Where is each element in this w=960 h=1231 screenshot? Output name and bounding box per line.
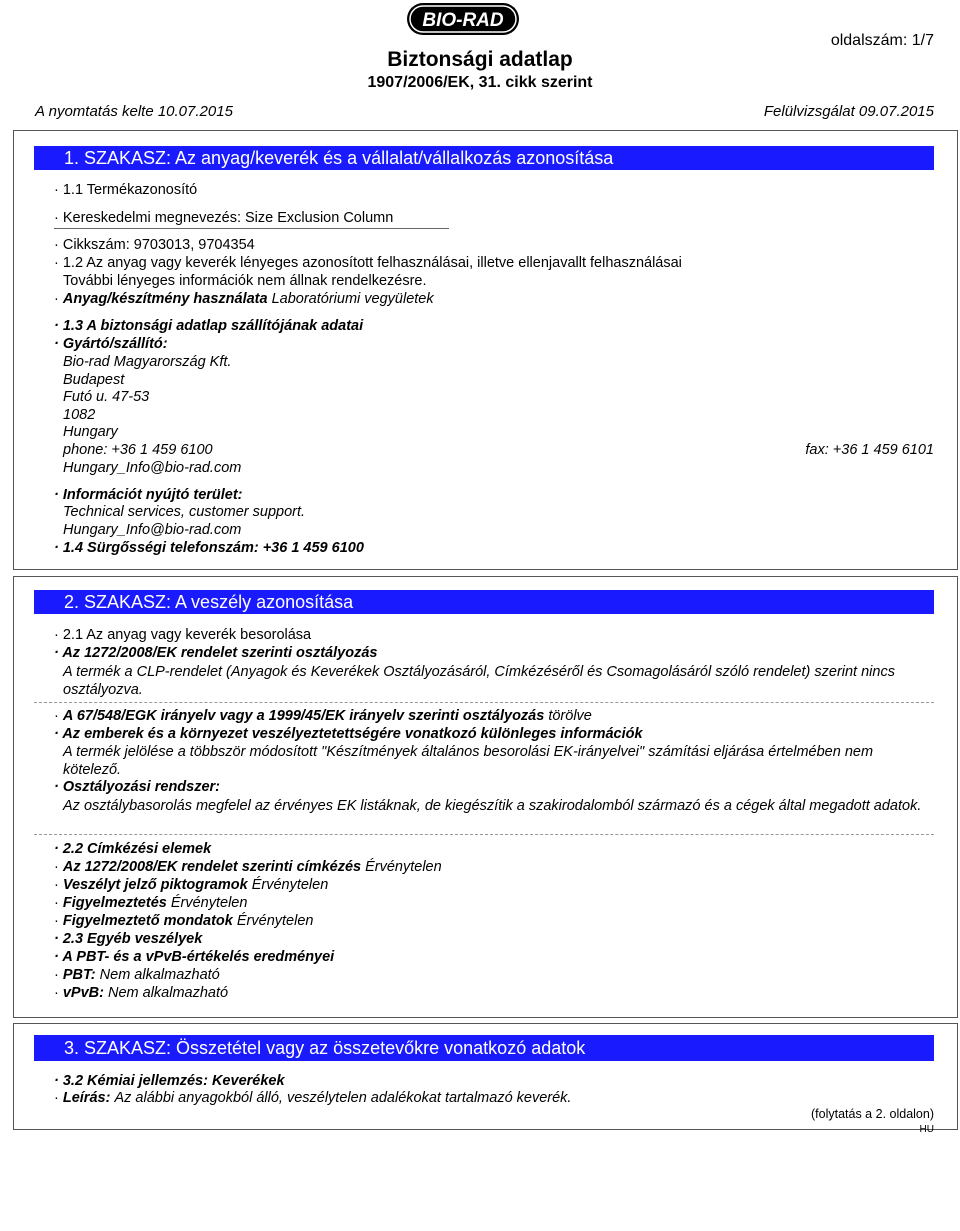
address-line-1: Bio-rad Magyarország Kft.	[63, 354, 232, 370]
info-label: · Információt nyújtó terület:	[54, 487, 243, 503]
description-line: · Leírás: Az alábbi anyagokból álló, veszélytelen adalékokat tartalmazó keverék.	[54, 1090, 572, 1106]
phone: phone: +36 1 459 6100	[63, 442, 213, 458]
email[interactable]: Hungary_Info@bio-rad.com	[63, 460, 242, 476]
s12-text: További lényeges információk nem állnak rendelkezésre.	[63, 273, 427, 289]
bio-rad-logo	[406, 2, 520, 36]
svg-text:BIO-RAD: BIO-RAD	[422, 10, 504, 31]
language-code: HU	[919, 1124, 934, 1135]
divider	[54, 228, 449, 229]
divider	[34, 702, 934, 703]
signal-line: · Figyelmeztetés Érvénytelen	[54, 895, 248, 911]
supplier-label: · Gyártó/szállító:	[54, 336, 168, 352]
section-1-heading: 1. SZAKASZ: Az anyag/keverék és a vállalat/vállalkozás azonosítása	[34, 146, 934, 170]
info-email[interactable]: Hungary_Info@bio-rad.com	[63, 522, 242, 538]
vpvb-line: · vPvB: Nem alkalmazható	[54, 985, 229, 1001]
article-line: · Cikkszám: 9703013, 9704354	[54, 237, 255, 253]
address-line-5: Hungary	[63, 424, 118, 440]
pbt-line: · PBT: Nem alkalmazható	[54, 967, 220, 983]
address-line-2: Budapest	[63, 372, 125, 388]
emergency-line: · 1.4 Sürgősségi telefonszám: +36 1 459 6100	[54, 540, 364, 556]
special-text: A termék jelölése a többször módosított "Készítmények általános besorolási EK-irányelvei" számítási eljárása értelmében nem kötelező.	[63, 744, 874, 778]
hazard-line: · Figyelmeztető mondatok Érvénytelen	[54, 913, 314, 929]
divider	[34, 834, 934, 835]
s12-line: · 1.2 Az anyag vagy keverék lényeges azonosított felhasználásai, illetve ellenjavallt felhasználásai	[54, 255, 682, 271]
s23-line: · 2.3 Egyéb veszélyek	[54, 931, 203, 947]
label-clp-line: · Az 1272/2008/EK rendelet szerinti címkézés Érvénytelen	[54, 859, 442, 875]
info-text: Technical services, customer support.	[63, 504, 306, 520]
print-date: A nyomtatás kelte 10.07.2015	[35, 103, 233, 120]
clp-label: · Az 1272/2008/EK rendelet szerinti osztályozás	[54, 645, 378, 661]
special-label: · Az emberek és a környezet veszélyeztetettségére vonatkozó különleges információk	[54, 726, 643, 742]
page-number: oldalszám: 1/7	[830, 32, 934, 49]
address-line-4: 1082	[63, 407, 96, 423]
continued-note: (folytatás a 2. oldalon)	[811, 1107, 934, 1121]
revision-date: Felülvizsgálat 09.07.2015	[763, 103, 934, 120]
section-3-heading: 3. SZAKASZ: Összetétel vagy az összetevőkre vonatkozó adatok	[34, 1035, 934, 1061]
use-line: · Anyag/készítmény használata Laboratóriumi vegyületek	[54, 291, 434, 307]
system-text: Az osztálybasorolás megfelel az érvényes EK listáknak, de kiegészítik a szakirodalomból származó és a cégek által megadott adatok.	[63, 798, 922, 814]
clp-text: A termék a CLP-rendelet (Anyagok és Keverékek Osztályozásáról, Címkézéséről és Csomagolásáról szóló rendelet) szerint nincs osztályozva.	[63, 664, 895, 698]
fax: fax: +36 1 459 6101	[805, 442, 934, 458]
s11-line: · 1.1 Termékazonosító	[54, 182, 198, 198]
s13-line: · 1.3 A biztonsági adatlap szállítójának adatai	[54, 318, 364, 334]
s32-line: · 3.2 Kémiai jellemzés: Keverékek	[54, 1073, 285, 1089]
s22-line: · 2.2 Címkézési elemek	[54, 841, 212, 857]
pictogram-line: · Veszélyt jelző piktogramok Érvénytelen	[54, 877, 329, 893]
directive-line: · A 67/548/EGK irányelv vagy a 1999/45/EK irányelv szerinti osztályozás törölve	[54, 708, 592, 724]
trade-name-line: · Kereskedelmi megnevezés: Size Exclusion Column	[54, 210, 394, 226]
address-line-3: Futó u. 47-53	[63, 389, 150, 405]
s21-line: · 2.1 Az anyag vagy keverék besorolása	[54, 627, 312, 643]
pbt-heading: · A PBT- és a vPvB-értékelés eredményei	[54, 949, 335, 965]
document-title: Biztonsági adatlap	[387, 48, 573, 71]
section-2-heading: 2. SZAKASZ: A veszély azonosítása	[34, 590, 934, 614]
document-subtitle: 1907/2006/EK, 31. cikk szerint	[367, 74, 593, 91]
system-label: · Osztályozási rendszer:	[54, 779, 221, 795]
